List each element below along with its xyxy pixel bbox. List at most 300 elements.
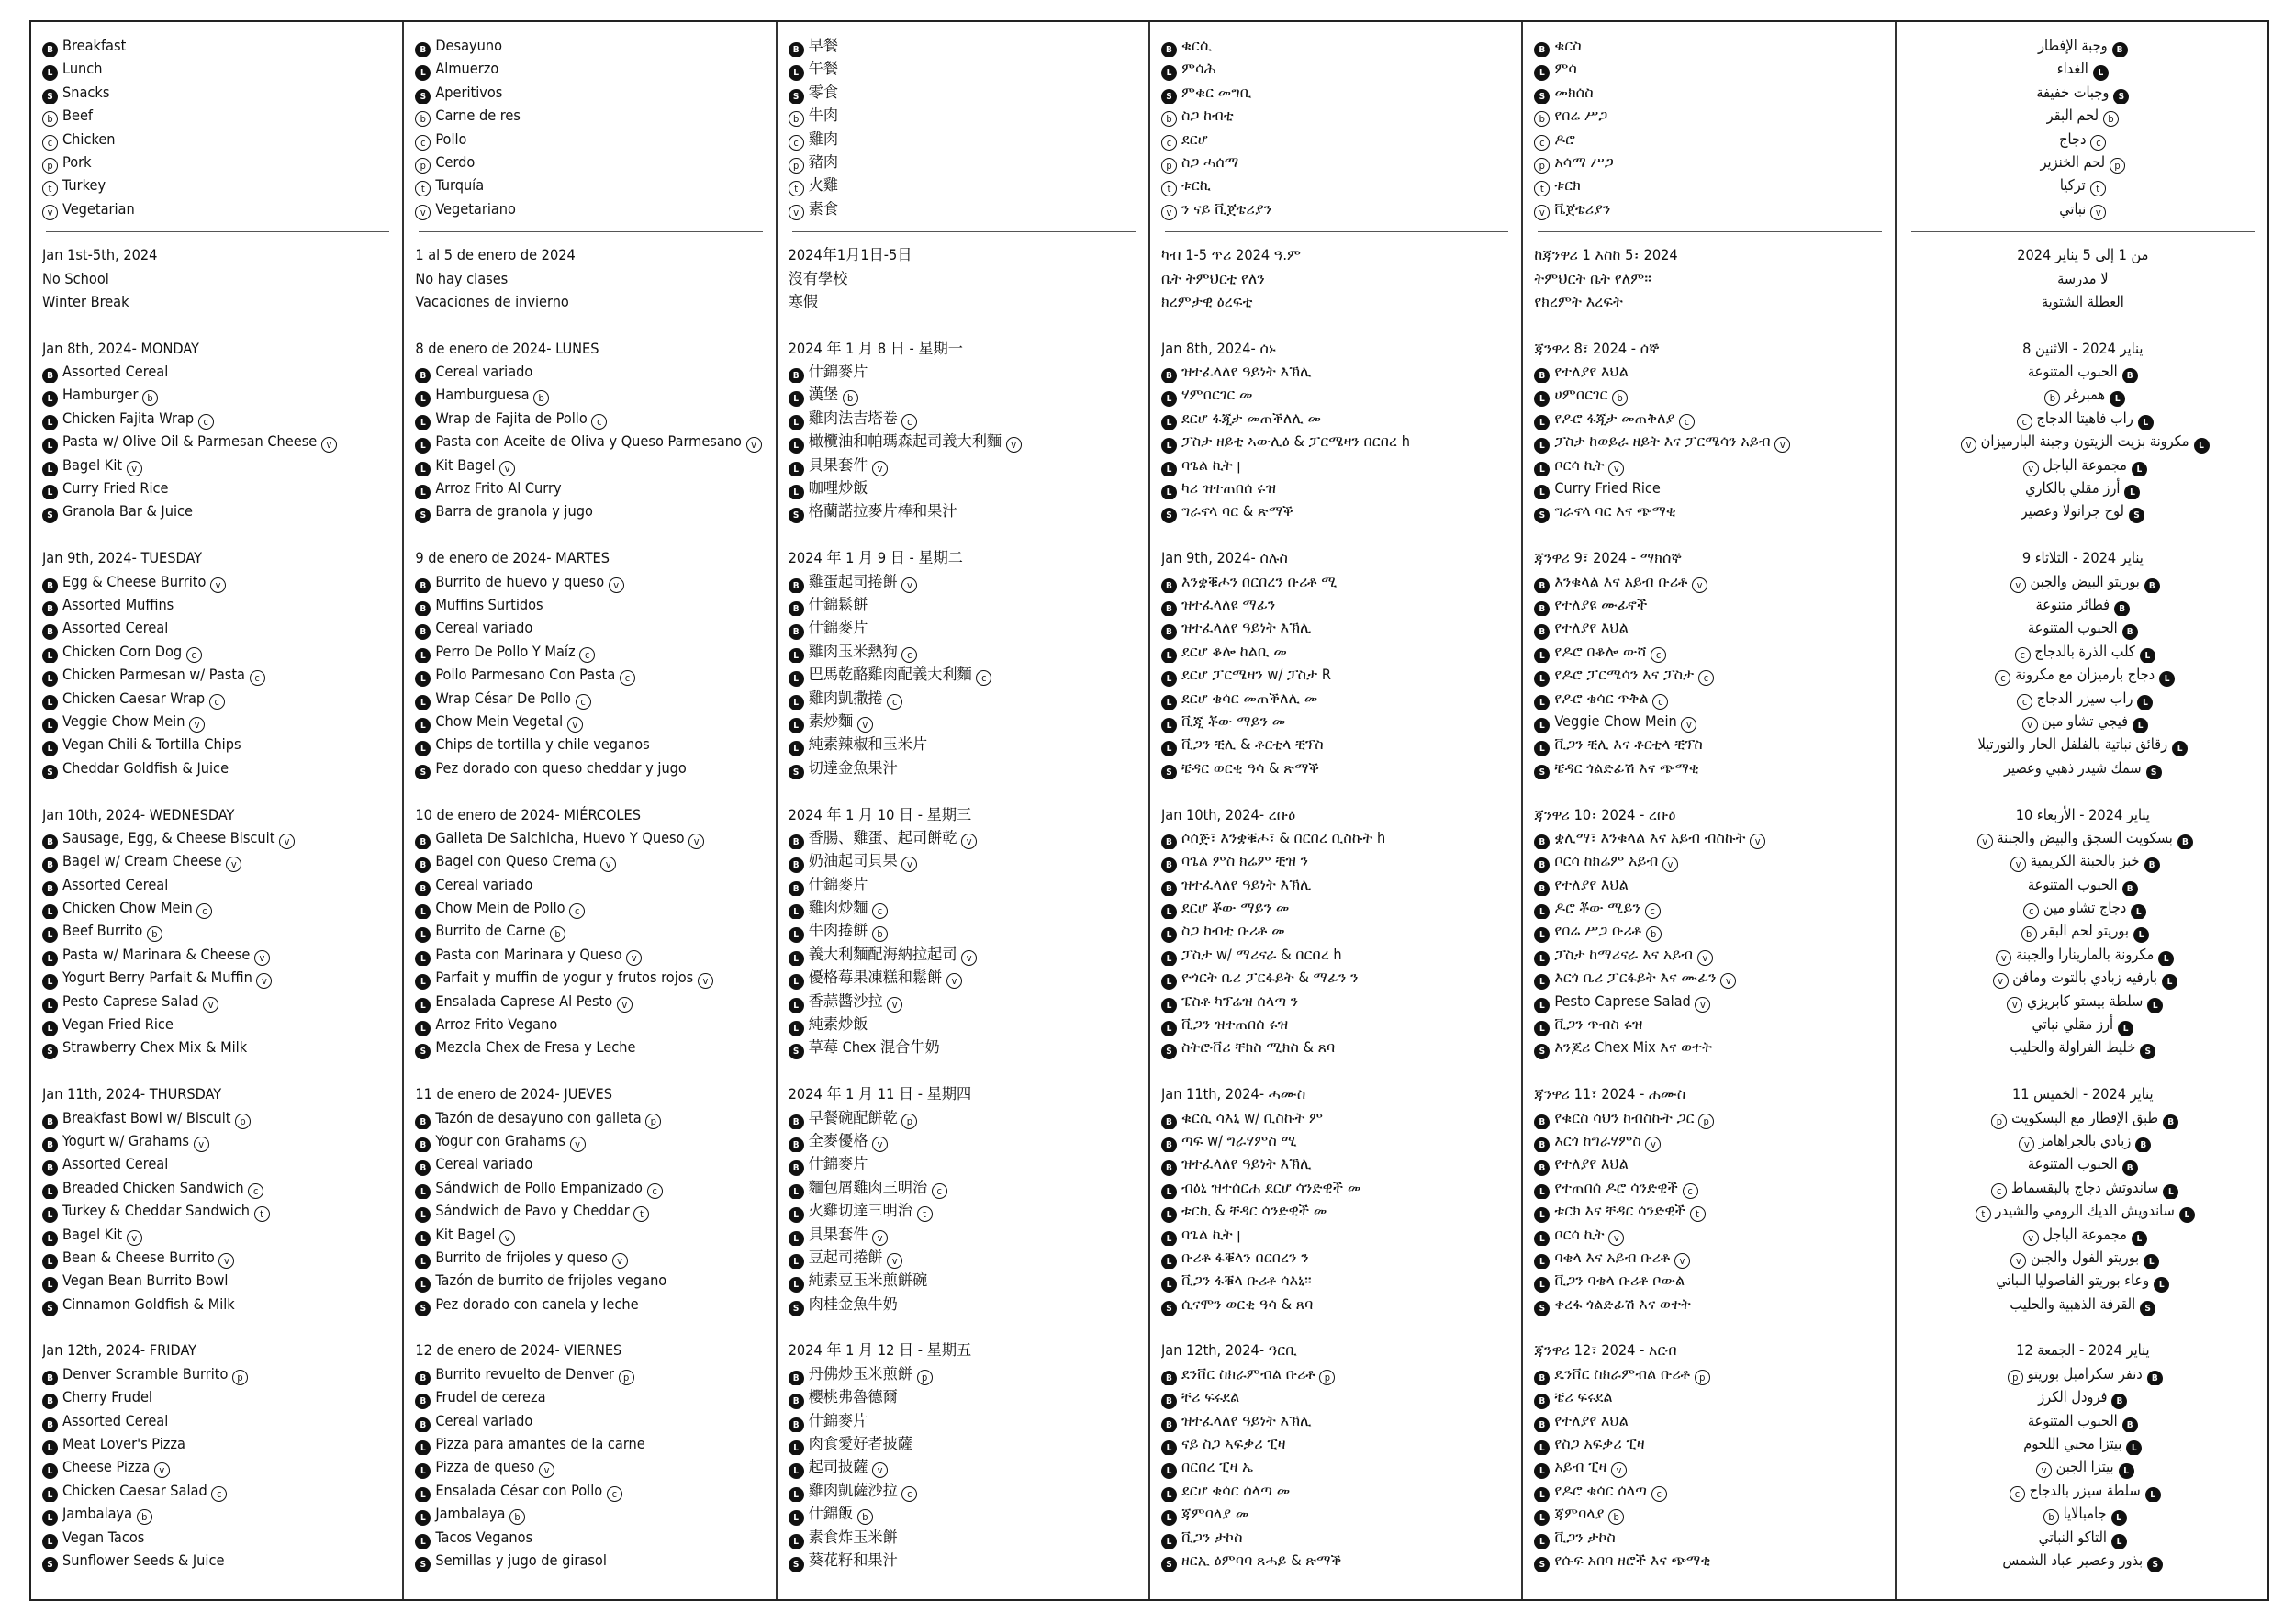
menu-item-text: Ensalada Caprese Al Pesto — [435, 991, 613, 1010]
menu-item-text: Sausage, Egg, & Cheese Biscuit — [62, 828, 275, 846]
menu-item — [1161, 1152, 1512, 1175]
menu-item — [1534, 873, 1885, 896]
vegetarian-badge-icon: v — [887, 1253, 902, 1269]
note-line: Winter Break — [42, 292, 129, 310]
lunch-badge-icon: L — [789, 485, 804, 499]
note-line: لا مدرسة — [2057, 269, 2109, 287]
menu-item — [1908, 1036, 2258, 1058]
lunch-badge-icon: L — [42, 951, 58, 966]
menu-item — [1908, 826, 2258, 849]
pork-badge-icon: p — [232, 1370, 248, 1385]
snack-badge-icon: S — [415, 1044, 431, 1058]
legend-label: ን ናይ ቪጀቴሪያን — [1181, 199, 1272, 218]
legend-item — [42, 197, 393, 220]
lunch-badge-icon: L — [789, 462, 804, 476]
day-block — [1534, 546, 1885, 779]
lunch-badge-icon: L — [42, 974, 58, 989]
legend-label: Turkey — [62, 176, 106, 195]
day-heading: Jan 11th, 2024- THURSDAY — [42, 1085, 222, 1103]
menu-item-text: فيجي تشاو مين — [2042, 711, 2129, 730]
vegetarian-badge-icon: v — [203, 997, 218, 1013]
menu-item-text: ደርሆ ቾው ማይን መ — [1181, 899, 1290, 917]
lunch-badge-icon: L — [1534, 1254, 1550, 1269]
vegetarian-badge-icon: v — [2010, 857, 2026, 872]
menu-item-text: ደርሆ ፓርሜዛን w/ ፓስታ R — [1181, 666, 1332, 684]
legend-label: لحم البقر — [2046, 106, 2099, 125]
menu-item — [415, 1246, 766, 1269]
breakfast-badge-icon: B — [1534, 1114, 1550, 1129]
lunch-badge-icon: L — [2110, 391, 2125, 406]
menu-item — [1161, 383, 1512, 406]
menu-item — [789, 1013, 1139, 1036]
snack-badge-icon: S — [2147, 1557, 2163, 1572]
lunch-badge-icon: L — [789, 438, 804, 453]
vegetarian-badge-icon: v — [2010, 1253, 2026, 1269]
menu-item-text: Cereal variado — [435, 363, 533, 381]
beef-badge-icon: b — [1161, 111, 1177, 127]
lunch-badge-icon: L — [1534, 391, 1550, 406]
menu-item — [1161, 1223, 1512, 1246]
menu-item — [42, 1129, 393, 1152]
day-heading: ጃንዋሪ 10፣ 2024 - ረቡዕ — [1534, 805, 1676, 823]
legend-label: Chicken — [62, 129, 116, 148]
menu-item — [1534, 849, 1885, 872]
note-line: No School — [42, 269, 109, 287]
legend-item — [42, 104, 393, 127]
vegetarian-badge-icon: v — [609, 577, 624, 593]
menu-item-text: Kit Bagel — [435, 455, 496, 474]
breakfast-badge-icon: B — [42, 834, 58, 849]
menu-item — [789, 1129, 1139, 1152]
menu-item-text: Beef Burrito — [62, 922, 143, 940]
beef-badge-icon: b — [533, 390, 549, 406]
day-heading: Jan 11th, 2024- ሓሙስ — [1160, 1085, 1306, 1103]
day-block — [1534, 1082, 1885, 1316]
menu-item — [1534, 593, 1885, 616]
beef-badge-icon: b — [142, 390, 158, 406]
menu-item — [1908, 1013, 2258, 1036]
menu-item — [1161, 1549, 1512, 1572]
menu-item-text: Assorted Cereal — [62, 1411, 169, 1429]
menu-item — [1161, 873, 1512, 896]
snack-badge-icon: S — [1534, 1557, 1550, 1572]
chicken-badge-icon: c — [415, 135, 431, 151]
snack-badge-icon: S — [1534, 1044, 1550, 1058]
menu-item — [1161, 687, 1512, 710]
turkey-badge-icon: t — [1976, 1206, 1991, 1222]
lunch-badge-icon: L — [42, 485, 58, 499]
lunch-badge-icon: L — [1534, 904, 1550, 919]
menu-item-text: ግራኖላ ባር እና ጭማቂ — [1554, 502, 1676, 521]
menu-item-text: Assorted Cereal — [62, 1155, 169, 1173]
menu-item — [42, 1549, 393, 1572]
breakfast-badge-icon: B — [789, 1417, 804, 1432]
menu-item-text: Burrito de Carne — [435, 922, 546, 940]
legend-label: Breakfast — [62, 37, 127, 54]
menu-item — [1161, 849, 1512, 872]
menu-item-text: የቁርስ ሳህን ከብስኩት ጋር — [1554, 1108, 1695, 1126]
lunch-badge-icon: L — [415, 718, 431, 733]
menu-item — [789, 360, 1139, 383]
legend-label: Snacks — [62, 83, 110, 101]
pork-badge-icon: p — [645, 1114, 661, 1129]
legend-label: ምሳሕ — [1181, 60, 1216, 78]
menu-item-text: Chow Mein Vegetal — [435, 711, 564, 730]
legend-item — [1908, 81, 2258, 104]
menu-item — [789, 990, 1139, 1013]
menu-item — [1908, 430, 2258, 453]
menu-item-text: 草莓 Chex 混合牛奶 — [808, 1038, 940, 1057]
beef-badge-icon: b — [872, 926, 888, 942]
menu-item-text: خبز بالجبنة الكريمية — [2030, 852, 2140, 870]
lunch-badge-icon: L — [789, 1440, 804, 1455]
menu-item-text: Vegan Tacos — [62, 1528, 145, 1546]
menu-item — [42, 1479, 393, 1502]
legend-label: Almuerzo — [435, 60, 499, 78]
menu-item-text: Yogur con Grahams — [435, 1131, 565, 1149]
day-heading: Jan 9th, 2024- ሰሉስ — [1160, 549, 1289, 567]
menu-item — [1161, 1293, 1512, 1316]
lunch-badge-icon: L — [42, 718, 58, 733]
note-line: من 1 إلى 5 يناير 2024 — [2017, 246, 2149, 264]
chicken-badge-icon: c — [591, 414, 607, 430]
chicken-badge-icon: c — [607, 1486, 622, 1502]
vegetarian-badge-icon: v — [1774, 437, 1790, 453]
menu-item — [1534, 430, 1885, 453]
chicken-badge-icon: c — [901, 414, 917, 430]
legend-label: ስጋ ከብቲ — [1181, 106, 1234, 125]
vegetarian-badge-icon: v — [499, 1230, 515, 1246]
menu-item — [1161, 919, 1512, 942]
day-block — [415, 337, 766, 523]
lunch-badge-icon: L — [42, 1510, 58, 1525]
menu-item — [789, 1479, 1139, 1502]
chicken-badge-icon: c — [248, 1183, 263, 1199]
vegetarian-badge-icon: v — [789, 205, 804, 220]
breakfast-badge-icon: B — [42, 42, 58, 57]
breakfast-badge-icon: B — [789, 1137, 804, 1152]
lunch-badge-icon: L — [415, 741, 431, 756]
vegetarian-badge-icon: v — [539, 1462, 554, 1478]
lunch-badge-icon: L — [2119, 1463, 2134, 1478]
snack-badge-icon: S — [42, 765, 58, 779]
menu-item — [415, 943, 766, 966]
menu-item — [415, 430, 766, 453]
menu-item — [1161, 1362, 1512, 1385]
note-line: ካብ 1-5 ጥሪ 2024 ዓ.ም — [1160, 246, 1302, 264]
lunch-badge-icon: L — [42, 1231, 58, 1246]
legend-item — [1161, 151, 1512, 174]
menu-item — [1534, 1199, 1885, 1222]
snack-badge-icon: S — [2140, 1044, 2155, 1058]
menu-item-text: 什錦麥片 — [808, 363, 868, 381]
lunch-badge-icon: L — [789, 741, 804, 756]
turkey-badge-icon: t — [415, 181, 431, 196]
lunch-badge-icon: L — [1534, 1463, 1550, 1478]
lunch-badge-icon: L — [1534, 718, 1550, 733]
menu-item-text: Denver Scramble Burrito — [62, 1364, 229, 1383]
day-block — [42, 1082, 393, 1316]
vegetarian-badge-icon: v — [567, 717, 583, 733]
menu-column-chinese — [776, 22, 1148, 1599]
lunch-badge-icon: L — [1161, 695, 1177, 710]
lunch-badge-icon: L — [415, 1207, 431, 1222]
menu-item — [42, 1502, 393, 1525]
vegetarian-badge-icon: v — [415, 205, 431, 220]
lunch-badge-icon: L — [1161, 65, 1177, 80]
menu-item-text: Cinnamon Goldfish & Milk — [62, 1294, 235, 1313]
menu-item-text: Burrito revuelto de Denver — [435, 1364, 615, 1383]
vegetarian-badge-icon: v — [1006, 437, 1022, 453]
lunch-badge-icon: L — [42, 998, 58, 1013]
menu-item-text: ቼዳር ወርቂ ዓሳ & ጽማቕ — [1181, 758, 1320, 777]
breakfast-badge-icon: B — [415, 601, 431, 616]
menu-item — [1161, 407, 1512, 430]
lunch-badge-icon: L — [42, 438, 58, 453]
menu-item — [1161, 733, 1512, 756]
breakfast-badge-icon: B — [42, 1371, 58, 1385]
chicken-badge-icon: c — [2090, 135, 2106, 151]
menu-item — [42, 1362, 393, 1385]
breakfast-badge-icon: B — [415, 1371, 431, 1385]
day-heading: Jan 10th, 2024- WEDNESDAY — [42, 805, 235, 823]
divider — [419, 231, 762, 232]
legend-label: Vegetarian — [62, 199, 135, 218]
lunch-badge-icon: L — [42, 65, 58, 80]
menu-item-text: بيتزا الجبن — [2055, 1458, 2114, 1476]
chicken-badge-icon: c — [976, 670, 991, 686]
vegetarian-badge-icon: v — [887, 997, 902, 1013]
lunch-badge-icon: L — [2133, 718, 2148, 733]
menu-item-text: Assorted Cereal — [62, 363, 169, 381]
menu-item-text: ዴንቨር ስክራምብል ቡሪቶ — [1554, 1364, 1691, 1383]
menu-item-text: 奶油起司貝果 — [808, 852, 898, 870]
pork-badge-icon: p — [1698, 1114, 1714, 1129]
legend-item — [42, 151, 393, 174]
pork-badge-icon: p — [2008, 1370, 2023, 1385]
menu-item — [1908, 1502, 2258, 1525]
menu-item-text: بارفيه زبادي بالتوت ومافن — [2012, 969, 2158, 987]
menu-item-text: ጣፍ w/ ግራሃምስ ሚ — [1181, 1131, 1297, 1149]
day-block — [1908, 1082, 2258, 1316]
lunch-badge-icon: L — [2158, 951, 2174, 966]
menu-item-text: Cereal variado — [435, 1155, 533, 1173]
legend-item — [1908, 174, 2258, 196]
beef-badge-icon: b — [2021, 926, 2037, 942]
menu-item-text: 什錦麥片 — [808, 619, 868, 637]
breakfast-badge-icon: B — [1161, 881, 1177, 896]
lunch-badge-icon: L — [789, 1231, 804, 1246]
breakfast-badge-icon: B — [42, 1417, 58, 1432]
menu-item-text: እንቋቑሖን በርበረን ቡሪቶ ሚ — [1181, 572, 1338, 590]
menu-item-text: ጃምባላያ — [1554, 1505, 1605, 1523]
lunch-badge-icon: L — [789, 415, 804, 430]
day-heading: Jan 8th, 2024- MONDAY — [42, 339, 199, 357]
day-heading: 11 de enero de 2024- JUEVES — [415, 1085, 612, 1103]
menu-item — [415, 1502, 766, 1525]
snack-badge-icon: S — [42, 1557, 58, 1572]
legend-label: ቁርስ — [1554, 37, 1582, 54]
menu-item — [1908, 849, 2258, 872]
legend-item — [1534, 57, 1885, 80]
menu-item — [1908, 1106, 2258, 1129]
lunch-badge-icon: L — [789, 927, 804, 942]
menu-item — [789, 1549, 1139, 1572]
beef-badge-icon: b — [1534, 111, 1550, 127]
menu-item — [42, 733, 393, 756]
legend-item — [789, 81, 1139, 104]
breakfast-badge-icon: B — [415, 1394, 431, 1408]
lunch-badge-icon: L — [789, 718, 804, 733]
lunch-badge-icon: L — [42, 415, 58, 430]
menu-item — [1534, 1176, 1885, 1199]
legend — [1908, 34, 2258, 220]
menu-item — [42, 1455, 393, 1478]
menu-item-text: 櫻桃弗魯德爾 — [808, 1388, 898, 1406]
menu-item-text: Assorted Muffins — [62, 595, 174, 613]
lunch-badge-icon: L — [415, 1534, 431, 1549]
menu-item — [1161, 454, 1512, 476]
lunch-badge-icon: L — [2145, 1487, 2161, 1502]
lunch-badge-icon: L — [2137, 695, 2153, 710]
menu-item-text: 豆起司捲餅 — [808, 1248, 883, 1266]
lunch-badge-icon: L — [2118, 1021, 2133, 1036]
menu-item — [1908, 1199, 2258, 1222]
menu-item — [42, 1199, 393, 1222]
menu-item-text: ፓስታ ከማሪናራ እና አይብ — [1554, 945, 1694, 963]
lunch-badge-icon: L — [42, 1207, 58, 1222]
breakfast-badge-icon: B — [1161, 578, 1177, 593]
day-heading: 12 de enero de 2024- VIERNES — [415, 1341, 622, 1360]
menu-item-text: Pez dorado con queso cheddar y jugo — [435, 758, 687, 777]
legend-label: Turquía — [435, 176, 485, 195]
vegetarian-badge-icon: v — [42, 205, 58, 220]
menu-item — [1534, 1106, 1885, 1129]
beef-badge-icon: b — [857, 1509, 873, 1525]
menu-item-text: Chicken Caesar Salad — [62, 1481, 207, 1499]
menu-item — [1534, 896, 1885, 919]
menu-item-text: ጃምባላያ መ — [1181, 1505, 1249, 1523]
menu-item-text: ቪጂ ቾው ማይን መ — [1181, 711, 1286, 730]
legend-label: Cerdo — [435, 152, 476, 171]
note-line: Jan 1st-5th, 2024 — [42, 246, 158, 264]
breakfast-badge-icon: B — [1161, 42, 1177, 57]
menu-item-text: Meat Lover's Pizza — [62, 1435, 185, 1453]
breakfast-badge-icon: B — [1161, 1137, 1177, 1152]
menu-item-text: Breaded Chicken Sandwich — [62, 1178, 244, 1196]
lunch-badge-icon: L — [1161, 951, 1177, 966]
menu-item — [42, 826, 393, 849]
note-line: የክረምት እረፍት — [1534, 292, 1623, 310]
menu-item-text: ቦርሳ ኪት — [1554, 1225, 1605, 1243]
menu-item-text: Turkey & Cheddar Sandwich — [62, 1202, 250, 1220]
lunch-badge-icon: L — [2133, 927, 2149, 942]
menu-item — [415, 360, 766, 383]
menu-item — [1534, 826, 1885, 849]
legend-item — [415, 34, 766, 57]
menu-item-text: القرفة الذهبية والحليب — [2010, 1294, 2136, 1313]
lunch-badge-icon: L — [42, 741, 58, 756]
menu-item-text: 什錦麥片 — [808, 875, 868, 893]
pork-badge-icon: p — [789, 158, 804, 174]
breakfast-badge-icon: B — [42, 857, 58, 872]
menu-item-text: ብዕኒ ዝተሰርሐ ደርሆ ሳንድዊች መ — [1181, 1178, 1361, 1196]
lunch-badge-icon: L — [1161, 1510, 1177, 1525]
vegetarian-badge-icon: v — [946, 973, 962, 989]
menu-item-text: Sándwich de Pollo Empanizado — [435, 1178, 643, 1196]
vegetarian-badge-icon: v — [1611, 1462, 1627, 1478]
legend — [1534, 34, 1885, 220]
breakfast-badge-icon: B — [415, 578, 431, 593]
menu-item — [1534, 570, 1885, 593]
menu-item-text: سمك شيدر ذهبي وعصير — [2004, 758, 2142, 777]
menu-item — [1534, 1129, 1885, 1152]
menu-item-text: Bean & Cheese Burrito — [62, 1248, 215, 1266]
breakfast-badge-icon: B — [1534, 1160, 1550, 1175]
menu-item — [1161, 1269, 1512, 1292]
beef-badge-icon: b — [2103, 111, 2119, 127]
day-block — [789, 1338, 1139, 1572]
beef-badge-icon: b — [1608, 1509, 1624, 1525]
legend-item — [42, 34, 393, 57]
day-heading: يناير 2024 - الاثنين 8 — [2022, 339, 2144, 357]
menu-item-text: Muffins Surtidos — [435, 595, 543, 613]
lunch-badge-icon: L — [1534, 65, 1550, 80]
day-block — [42, 337, 393, 523]
menu-item — [415, 1013, 766, 1036]
pork-badge-icon: p — [619, 1370, 634, 1385]
menu-item — [1908, 454, 2258, 476]
menu-item — [1161, 570, 1512, 593]
menu-item — [1534, 1223, 1885, 1246]
legend-label: መክሰስ — [1554, 83, 1594, 101]
menu-item — [789, 1502, 1139, 1525]
legend-label: Carne de res — [435, 106, 521, 125]
lunch-badge-icon: L — [789, 391, 804, 406]
menu-item — [789, 454, 1139, 476]
menu-item-text: ደርሆ ቄሳር መጠቕለሊ መ — [1181, 689, 1318, 707]
menu-item — [1161, 476, 1512, 499]
chicken-badge-icon: c — [1652, 694, 1668, 710]
lunch-badge-icon: L — [1534, 1534, 1550, 1549]
menu-item-text: رقائق نباتية بالفلفل الحار والتورتيلا — [1977, 735, 2168, 754]
legend-item — [1908, 57, 2258, 80]
menu-item — [789, 499, 1139, 522]
menu-item-text: 全麥優格 — [808, 1131, 868, 1149]
menu-item-text: 純素辣椒和玉米片 — [808, 735, 928, 754]
breakfast-badge-icon: B — [2163, 1114, 2178, 1129]
menu-item — [1534, 616, 1885, 639]
chicken-badge-icon: c — [901, 647, 917, 663]
menu-item-text: Cheese Pizza — [62, 1458, 151, 1476]
menu-item — [42, 454, 393, 476]
day-heading: Jan 9th, 2024- TUESDAY — [42, 549, 202, 567]
beef-badge-icon: b — [843, 390, 858, 406]
menu-item — [415, 616, 766, 639]
chicken-badge-icon: c — [1534, 135, 1550, 151]
vegetarian-badge-icon: v — [570, 1137, 586, 1152]
menu-item — [1161, 1526, 1512, 1549]
snack-badge-icon: S — [1161, 89, 1177, 104]
menu-item — [1534, 733, 1885, 756]
menu-item — [1161, 1409, 1512, 1432]
menu-item-text: 丹佛炒玉米煎餅 — [808, 1364, 912, 1383]
legend-item — [42, 174, 393, 196]
breakfast-badge-icon: B — [789, 578, 804, 593]
breakfast-badge-icon: B — [789, 42, 804, 57]
breakfast-badge-icon: B — [789, 624, 804, 639]
vegetarian-badge-icon: v — [321, 437, 337, 453]
